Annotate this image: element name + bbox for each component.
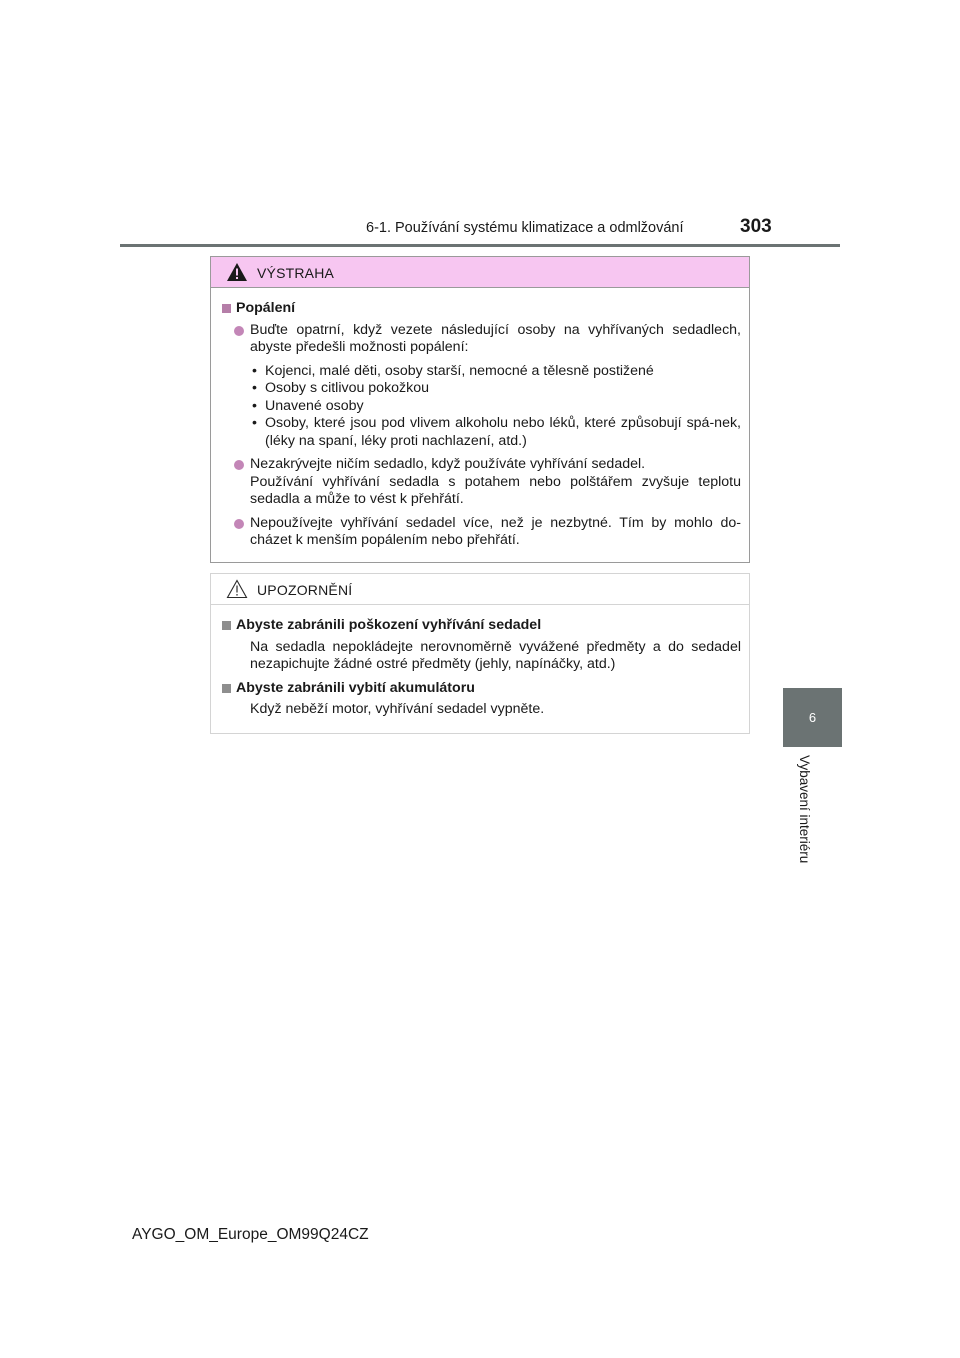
caution-triangle-icon (226, 579, 248, 599)
warning-bullet-list (250, 363, 741, 451)
warning-box (210, 256, 750, 563)
chapter-number: 6 (808, 710, 817, 725)
page-number: 303 (740, 216, 772, 237)
document-id: AYGO_OM_Europe_OM99Q24CZ (132, 1226, 369, 1243)
warning-item: Nezakrývejte ničím sedadlo, když používáte vyhřívání sedadel. Používání vyhřívání sedadla s potahem nebo polštářem zvyšuje teplotu sedadla a může to vést k přehřátí. (219, 456, 741, 509)
section-title: 6-1. Používání systému klimatizace a odmlžování (366, 220, 684, 236)
caution-text: Na sedadla nepokládejte nerovnoměrně vyvážené předměty a do sedadel nezapichujte žádné ostré předměty (jehly, napínáčky, atd.) (250, 638, 741, 672)
round-bullet-icon (234, 519, 244, 529)
warning-title: VÝSTRAHA (257, 265, 335, 281)
caution-title: UPOZORNĚNÍ (257, 582, 353, 598)
header-divider (120, 244, 840, 247)
list-item: • Unavené osoby (252, 397, 364, 414)
square-bullet-icon (222, 684, 231, 693)
list-item: • Osoby, které jsou pod vlivem alkoholu nebo léků, které způsobují spá-nek, (léky na spaní, léky proti nachlazení, atd.) (252, 415, 741, 449)
round-bullet-icon (234, 326, 244, 336)
list-item: • Osoby s citlivou pokožkou (252, 380, 430, 396)
square-bullet-icon (222, 304, 231, 313)
chapter-tab (783, 688, 842, 747)
warning-triangle-icon (226, 262, 248, 282)
warning-body (211, 288, 749, 550)
square-bullet-icon (222, 621, 231, 630)
warning-item: Nepoužívejte vyhřívání sedadel více, než je nezbytné. Tím by mohlo do-cházet k menším popálením nebo přehřátí. (219, 515, 741, 550)
list-item: • Kojenci, malé děti, osoby starší, nemocné a tělesně postižené (252, 362, 654, 379)
warning-header (211, 257, 749, 288)
caution-section-heading: Abyste zabránili poškození vyhřívání sedadel (219, 617, 741, 635)
caution-body (211, 605, 749, 719)
warning-item: Buďte opatrní, když vezete následující osoby na vyhřívaných sedadlech, abyste předešli možnosti popálení: (219, 322, 741, 357)
caution-text: Když neběží motor, vyhřívání sedadel vypněte. (250, 701, 545, 717)
chapter-label: Vybavení interiéru (797, 755, 812, 864)
caution-section-heading: Abyste zabránili vybití akumulátoru (219, 680, 741, 698)
caution-box (210, 573, 750, 734)
warning-section-heading: Popálení (219, 300, 741, 318)
caution-header (211, 574, 749, 605)
round-bullet-icon (234, 460, 244, 470)
